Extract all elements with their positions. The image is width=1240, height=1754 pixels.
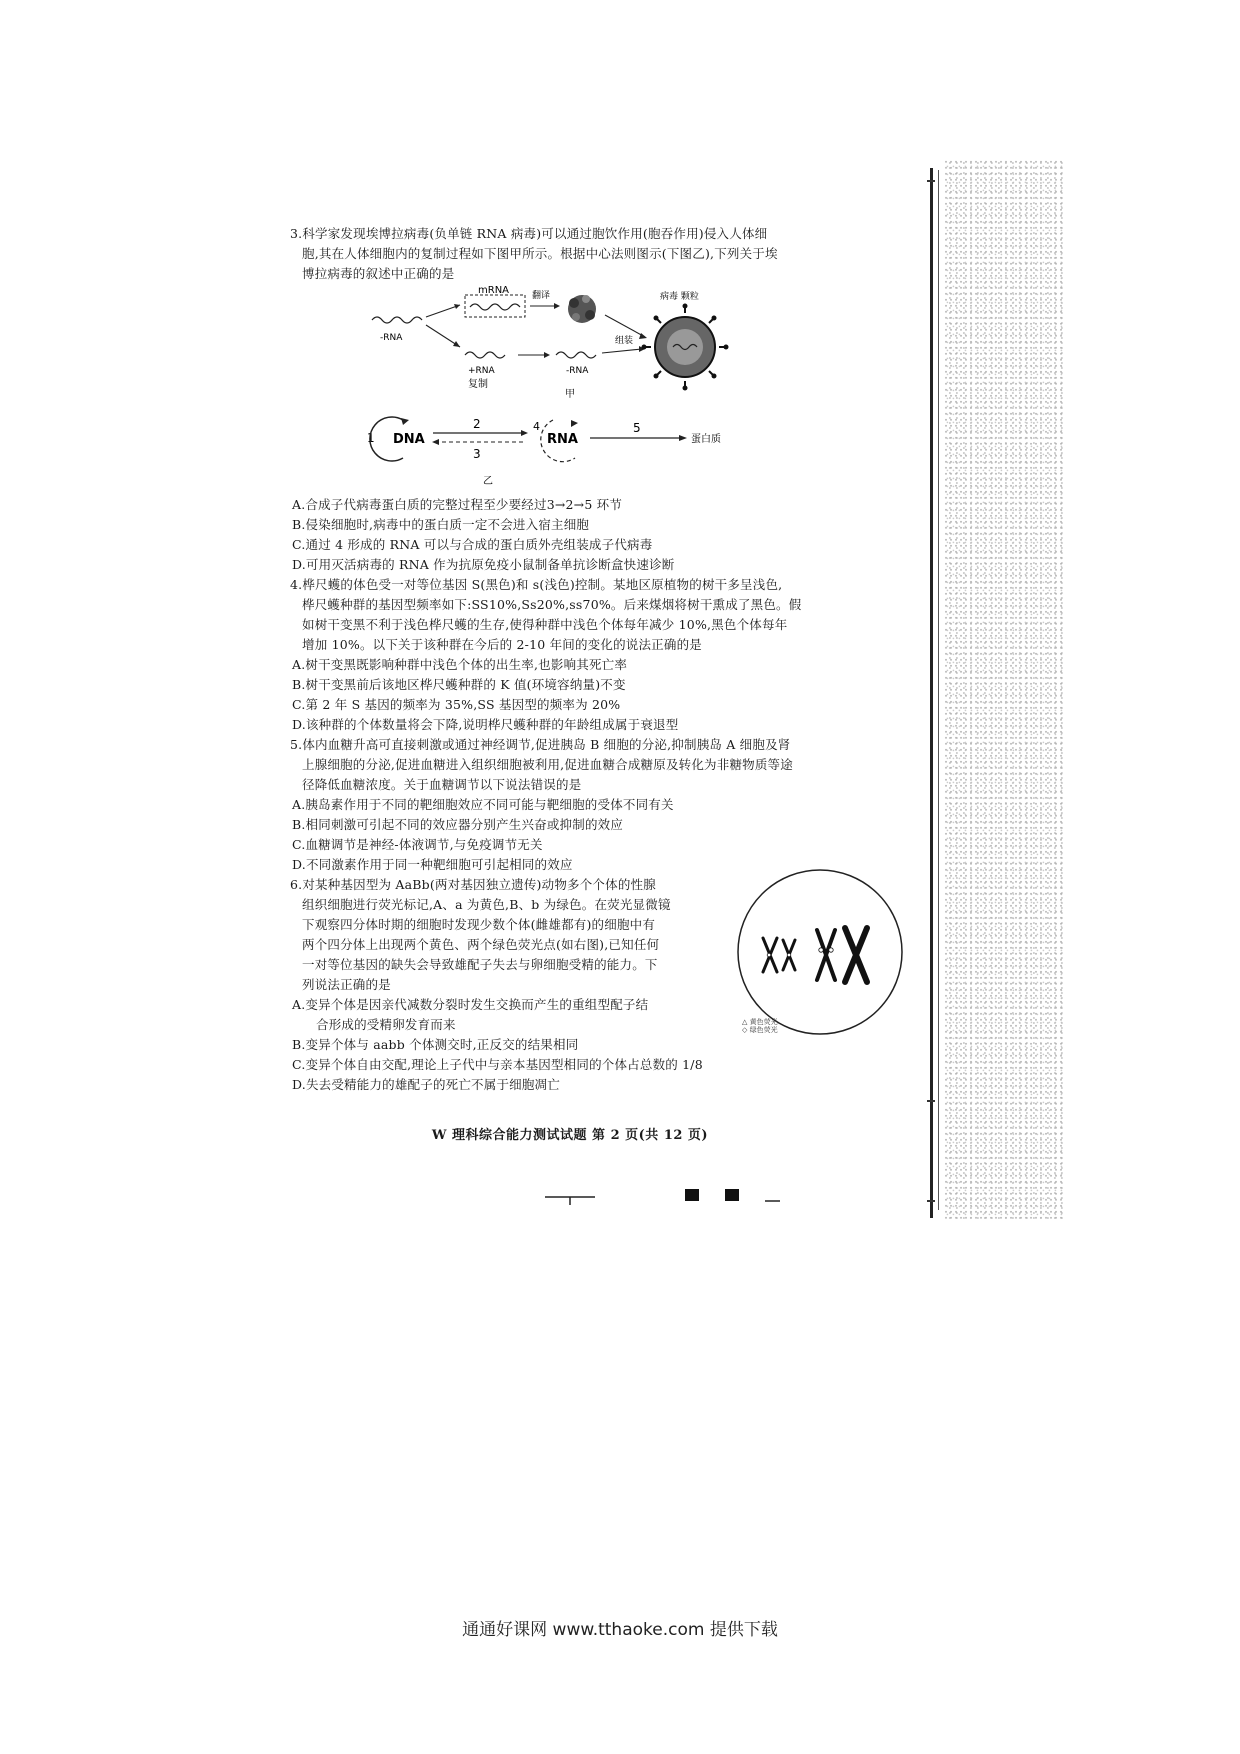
neg-rna-product-label: -RNA bbox=[566, 366, 589, 376]
pos-rna-strand bbox=[465, 352, 505, 358]
option-d: D.可用灭活病毒的 RNA 作为抗原免疫小鼠制备单抗诊断盒快速诊断 bbox=[292, 557, 675, 572]
neg-rna-strand bbox=[372, 317, 422, 323]
fluorescent-dot bbox=[787, 953, 791, 957]
figure-legend bbox=[742, 1018, 778, 1034]
virus-particle-icon bbox=[642, 304, 729, 391]
virus-spike-tip bbox=[712, 374, 717, 379]
chromosome-pair bbox=[817, 930, 835, 980]
chromosomes bbox=[763, 928, 867, 982]
mark-block bbox=[725, 1189, 739, 1201]
neg-rna-product-strand bbox=[556, 352, 596, 358]
virus-spike-tip bbox=[642, 345, 647, 350]
option-b: B.侵染细胞时,病毒中的蛋白质一定不会进入宿主细胞 bbox=[292, 517, 590, 532]
fluorescent-dot bbox=[819, 948, 823, 952]
figure-yi-central-dogma bbox=[365, 400, 785, 490]
arrowhead bbox=[453, 341, 460, 347]
chromosome-pair bbox=[845, 928, 867, 982]
option-c: C.通过 4 形成的 RNA 可以与合成的蛋白质外壳组装成子代病毒 bbox=[292, 537, 653, 552]
arrowhead bbox=[401, 418, 409, 425]
figure-jia-replication bbox=[360, 285, 810, 400]
margin-border-line-inner bbox=[938, 170, 939, 1210]
virus-spike-tip bbox=[683, 304, 688, 309]
page-footer-title: W 理科综合能力测试试题 第 2 页(共 12 页) bbox=[431, 1128, 709, 1143]
mrna-label: mRNA bbox=[478, 285, 510, 296]
protein-blob-lobe bbox=[582, 295, 590, 303]
option-a: A.合成子代病毒蛋白质的完整过程至少要经过3→2→5 环节 bbox=[292, 497, 623, 512]
question-6-line: 两个四分体上出现两个黄色、两个绿色荧光点(如右图),已知任何 bbox=[302, 937, 660, 952]
question-3-stem bbox=[290, 224, 900, 284]
question-6-line: 一对等位基因的缺失会导致雄配子失去与卵细胞受精的能力。下 bbox=[302, 957, 658, 972]
question-6-line: 组织细胞进行荧光标记,A、a 为黄色,B、b 为绿色。在荧光显微镜 bbox=[302, 897, 671, 912]
margin-tick bbox=[927, 1100, 935, 1102]
arrowhead bbox=[571, 420, 578, 427]
protein-blob-lobe bbox=[585, 310, 595, 320]
margin-border-line bbox=[930, 168, 933, 1218]
process-3-label: 3 bbox=[473, 447, 481, 461]
virus-spike-tip bbox=[724, 345, 729, 350]
process-1-label: 1 bbox=[367, 431, 375, 445]
virus-particle-label: 病毒 颗粒 bbox=[660, 292, 699, 302]
question-3-line: 博拉病毒的叙述中正确的是 bbox=[302, 266, 455, 281]
figure-jia-caption: 甲 bbox=[565, 389, 575, 400]
legend-yellow-label: 黄色荧光 bbox=[749, 1018, 778, 1026]
registration-marks bbox=[545, 1185, 805, 1215]
question-5-line: 上腺细胞的分泌,促进血糖进入组织细胞被利用,促进血糖合成糖原及转化为非糖物质等途 bbox=[302, 757, 793, 772]
pos-rna-label: +RNA bbox=[468, 366, 495, 376]
option-a: A.胰岛素作用于不同的靶细胞效应不同可能与靶细胞的受体不同有关 bbox=[292, 797, 674, 812]
option-d: D.不同激素作用于同一种靶细胞可引起相同的效应 bbox=[292, 857, 573, 872]
legend-yellow: △ 黄色荧光 bbox=[742, 1018, 778, 1026]
question-6 bbox=[290, 875, 730, 995]
question-3-line: 3.科学家发现埃博拉病毒(负单链 RNA 病毒)可以通过胞饮作用(胞吞作用)侵入人体细 bbox=[290, 226, 768, 241]
option-a: A.变异个体是因亲代减数分裂时发生交换而产生的重组型配子结 bbox=[292, 997, 649, 1012]
question-3-line: 胞,其在人体细胞内的复制过程如下图甲所示。根据中心法则图示(下图乙),下列关于埃 bbox=[302, 246, 778, 261]
protein-blob bbox=[568, 295, 596, 323]
arrowhead bbox=[554, 303, 560, 309]
question-6-line: 6.对某种基因型为 AaBb(两对基因独立遗传)动物多个个体的性腺 bbox=[290, 877, 656, 892]
rna-label: RNA bbox=[547, 432, 578, 447]
question-5-line: 径降低血糖浓度。关于血糖调节以下说法错误的是 bbox=[302, 777, 582, 792]
arrowhead bbox=[521, 430, 528, 436]
virus-spike-tip bbox=[654, 374, 659, 379]
option-b: B.树干变黑前后该地区桦尺蠖种群的 K 值(环境容纳量)不变 bbox=[292, 677, 626, 692]
scan-noise-margin bbox=[945, 160, 1065, 1220]
arrowhead bbox=[679, 435, 687, 441]
option-b: B.相同刺激可引起不同的效应器分别产生兴奋或抑制的效应 bbox=[292, 817, 624, 832]
legend-green: ◇ 绿色荧光 bbox=[742, 1026, 778, 1034]
question-4-line: 如树干变黑不利于浅色桦尺蠖的生存,使得种群中浅色个体每年减少 10%,黑色个体每年 bbox=[302, 617, 788, 632]
arrowhead bbox=[432, 439, 439, 445]
legend-green-label: 绿色荧光 bbox=[749, 1026, 778, 1034]
question-3-options bbox=[290, 495, 900, 575]
process-2-label: 2 bbox=[473, 417, 481, 431]
question-4 bbox=[290, 575, 900, 735]
protein-blob-lobe bbox=[569, 298, 579, 308]
figure-yi-caption: 乙 bbox=[483, 476, 493, 487]
option-a: A.树干变黑既影响种群中浅色个体的出生率,也影响其死亡率 bbox=[292, 657, 628, 672]
option-c: C.血糖调节是神经-体液调节,与免疫调节无关 bbox=[292, 837, 543, 852]
question-6-line: 列说法正确的是 bbox=[302, 977, 391, 992]
option-a-continued: 合形成的受精卵发育而来 bbox=[316, 1017, 456, 1032]
question-5 bbox=[290, 735, 900, 875]
process-4-label: 4 bbox=[533, 420, 540, 433]
arrow bbox=[605, 315, 645, 337]
fluorescent-dot bbox=[829, 948, 833, 952]
arrow bbox=[602, 349, 642, 353]
virus-spike-tip bbox=[683, 386, 688, 391]
mark-block bbox=[685, 1189, 699, 1201]
assemble-label: 组装 bbox=[615, 336, 634, 346]
option-d: D.失去受精能力的雄配子的死亡不属于细胞凋亡 bbox=[292, 1077, 560, 1092]
mrna-dashed-box bbox=[465, 295, 525, 317]
margin-tick bbox=[927, 180, 935, 182]
fluorescent-dot bbox=[767, 953, 771, 957]
virus-core bbox=[667, 329, 703, 365]
question-5-line: 5.体内血糖升高可直接刺激或通过神经调节,促进胰岛 B 细胞的分泌,抑制胰岛 A 细胞及肾 bbox=[290, 737, 791, 752]
protein-blob-lobe bbox=[572, 313, 580, 321]
process-5-label: 5 bbox=[633, 421, 641, 435]
margin-tick bbox=[927, 1200, 935, 1202]
translate-label: 翻译 bbox=[532, 291, 551, 301]
arrowhead bbox=[544, 352, 550, 358]
virus-spike-tip bbox=[712, 316, 717, 321]
option-c: C.变异个体自由交配,理论上子代中与亲本基因型相同的个体占总数的 1/8 bbox=[292, 1057, 703, 1072]
question-4-line: 4.桦尺蠖的体色受一对等位基因 S(黑色)和 s(浅色)控制。某地区原植物的树干多呈浅色, bbox=[290, 577, 783, 592]
question-6-line: 下观察四分体时期的细胞时发现少数个体(雌雄都有)的细胞中有 bbox=[302, 917, 656, 932]
option-c: C.第 2 年 S 基因的频率为 35%,SS 基因型的频率为 20% bbox=[292, 697, 621, 712]
neg-rna-label: -RNA bbox=[380, 333, 403, 343]
option-b: B.变异个体与 aabb 个体测交时,正反交的结果相同 bbox=[292, 1037, 579, 1052]
question-4-line: 增加 10%。以下关于该种群在今后的 2-10 年间的变化的说法正确的是 bbox=[302, 637, 702, 652]
replicate-label: 复制 bbox=[468, 379, 488, 390]
arrow bbox=[426, 305, 460, 317]
virus-spike-tip bbox=[654, 316, 659, 321]
mrna-strand bbox=[470, 304, 520, 310]
option-d: D.该种群的个体数量将会下降,说明桦尺蠖种群的年龄组成属于衰退型 bbox=[292, 717, 679, 732]
protein-label: 蛋白质 bbox=[691, 434, 721, 445]
question-4-line: 桦尺蠖种群的基因型频率如下:SS10%,Ss20%,ss70%。后来煤烟将树干熏成了黑色。假 bbox=[302, 597, 802, 612]
watermark-text: 通通好课网 www.tthaoke.com 提供下载 bbox=[462, 1620, 778, 1640]
dna-label: DNA bbox=[393, 432, 425, 447]
